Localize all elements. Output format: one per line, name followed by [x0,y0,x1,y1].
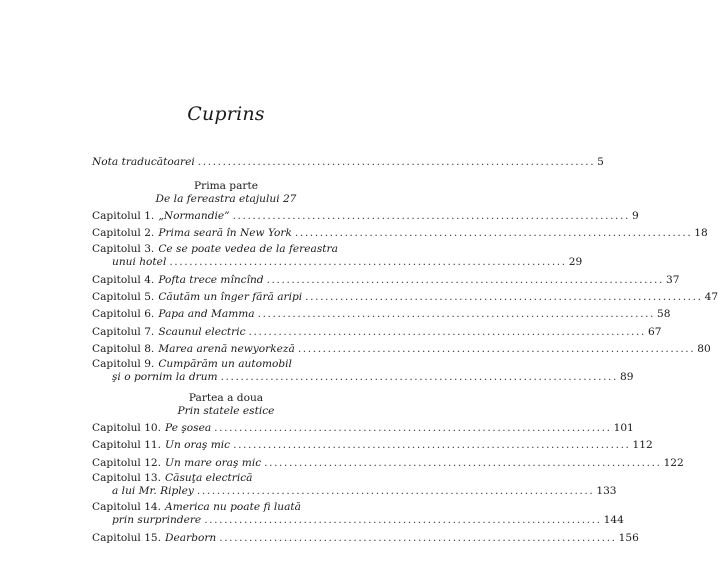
toc-row [92,455,684,471]
chapter-label: Capitolul 4. [92,273,155,286]
toc-row [92,358,360,371]
part-subtitle: Prin statele estice [177,405,275,417]
toc-row [92,437,653,453]
page-number: 29 [568,255,583,268]
toc-entry[interactable] [92,455,684,471]
toc-row [92,530,639,546]
leader-dots: ................................................................................ [257,308,656,321]
page-number: 156 [618,531,639,544]
page-number: 80 [697,342,711,355]
part-name: Partea a doua [188,392,264,404]
chapter-title: Un mare oraş mic [165,456,262,469]
chapter-title: Căutăm un înger fără aripi [158,290,303,303]
toc-entry[interactable] [92,225,708,241]
page-number: 47 [704,290,718,303]
leader-dots: ................................................................................ [220,371,618,384]
toc-row [92,243,360,256]
leader-dots: ................................................................................ [264,456,662,469]
leader-dots: ................................................................................ [169,255,567,268]
toc-entry[interactable] [92,500,624,527]
chapter-title: Ce se poate vedea de la fereastra [158,242,338,255]
page-number: 144 [603,513,624,526]
toc-row [92,501,360,514]
chapter-title: Căsuţa electrică [165,471,253,484]
chapter-label: Capitolul 8. [92,342,155,355]
entry-title: Nota traducătoarei [92,156,195,168]
part-subtitle: De la fereastra etajului 27 [155,193,297,205]
chapter-title: Pofta trece mîncînd [158,273,264,286]
chapter-title: Un oraş mic [165,439,231,452]
chapter-label: Capitolul 7. [92,325,155,338]
chapter-title: Scaunul electric [158,325,246,338]
toc-row-continued [92,513,624,527]
chapter-label: Capitolul 12. [92,456,162,469]
part-heading [92,392,360,418]
toc-row [92,208,639,224]
leader-dots: ................................................................................ [232,210,630,222]
page-title: Cuprins [187,103,265,125]
chapter-label: Capitolul 5. [92,290,155,303]
chapter-label: Capitolul 10. [92,422,162,434]
chapter-title-continued: a lui Mr. Ripley [112,484,194,497]
chapter-label: Capitolul 11. [92,439,162,452]
toc-row [92,289,718,305]
toc-entry[interactable] [92,420,634,436]
part-heading [92,180,360,206]
leader-dots: ................................................................................ [248,325,646,338]
chapter-title: Prima seară în New York [158,227,292,240]
chapter-label: Capitolul 9. [92,358,155,371]
toc-row [92,324,662,340]
front-matter-entry[interactable] [92,154,604,170]
chapter-title-continued: unui hotel [112,255,167,268]
chapter-title-continued: prin surprindere [112,513,202,526]
chapter-title: „Normandie” [158,210,230,222]
chapter-title: Cumpărăm un automobil [158,358,292,371]
toc-entry[interactable] [92,341,711,357]
toc-entry[interactable] [92,471,617,498]
chapter-label: Capitolul 6. [92,308,155,321]
page-number: 58 [657,308,671,321]
toc-entry[interactable] [92,242,583,269]
leader-dots: ................................................................................ [197,156,596,168]
chapter-label: Capitolul 3. [92,242,155,255]
page-number: 89 [619,371,634,384]
page-number: 9 [631,210,639,222]
chapter-title-continued: şi o pornim la drum [112,371,218,384]
leader-dots: ................................................................................ [266,273,664,286]
toc-entry[interactable] [92,272,680,288]
leader-dots: ................................................................................ [219,531,617,544]
chapter-label: Capitolul 15. [92,531,162,544]
toc-entry[interactable] [92,530,639,546]
toc-row [92,306,671,322]
leader-dots: ................................................................................ [297,342,696,355]
page-number: 37 [666,273,680,286]
toc-entry[interactable] [92,358,634,384]
part-name: Prima parte [194,180,258,192]
toc-row [92,154,604,170]
chapter-label: Capitolul 2. [92,227,155,240]
chapter-title: Pe şosea [165,422,212,434]
page-number: 67 [647,325,662,338]
page-number: 133 [596,484,617,497]
leader-dots: ................................................................................ [294,227,693,240]
chapter-title: Dearborn [165,531,217,544]
chapter-label: Capitolul 14. [92,500,162,513]
page-number: 101 [613,422,634,434]
leader-dots: ................................................................................ [214,422,612,434]
chapter-title: Marea arenă newyorkeză [158,342,295,355]
toc-row-continued [92,484,617,498]
toc-row [92,225,708,241]
toc-row-continued [92,371,634,384]
leader-dots: ................................................................................ [196,484,595,497]
toc-row-continued [92,255,583,269]
chapter-label: Capitolul 13. [92,471,162,484]
toc-row [92,272,680,288]
page-number: 18 [694,227,708,240]
toc-row [92,472,360,485]
leader-dots: ................................................................................ [204,513,602,526]
leader-dots: ................................................................................ [305,290,703,303]
page-number: 112 [632,439,653,452]
toc-row [92,341,711,357]
toc-row [92,420,634,436]
page-number: 122 [663,456,684,469]
toc-entry[interactable] [92,437,653,453]
chapter-title: Papa and Mamma [158,308,255,321]
toc-entry[interactable] [92,324,662,340]
toc-entry[interactable] [92,289,718,305]
page-number: 5 [597,156,604,168]
toc-entry[interactable] [92,208,639,224]
leader-dots: ................................................................................ [233,439,631,452]
chapter-title: America nu poate fi luată [165,500,301,513]
chapter-label: Capitolul 1. [92,210,155,222]
toc-entry[interactable] [92,306,671,322]
